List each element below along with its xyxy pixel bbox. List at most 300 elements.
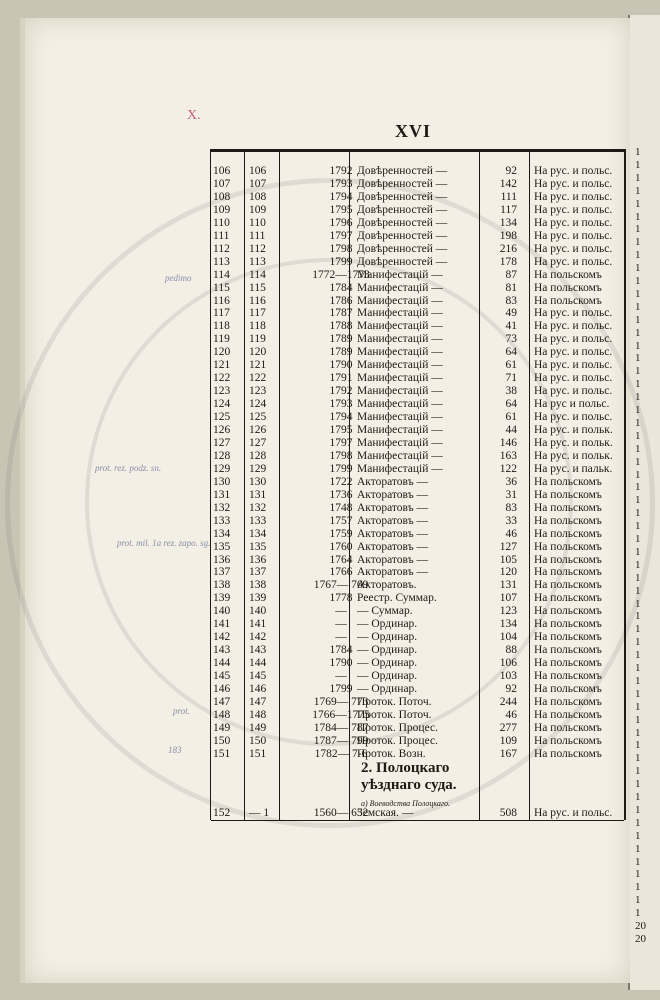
edge-number: 1	[635, 752, 641, 765]
cell-years: 1787— 799	[313, 734, 369, 747]
edge-number: 1	[635, 249, 641, 262]
cell-count: 87	[505, 268, 517, 281]
cell-language: На польскомъ	[534, 605, 602, 618]
cell-title: Акторатовъ —	[357, 501, 429, 514]
edge-number: 1	[635, 662, 641, 674]
cell-title: Акторатовъ —	[357, 553, 429, 566]
cell-number: 120	[213, 346, 231, 359]
cell-language: На польскомъ	[534, 501, 602, 514]
cell-count: 104	[499, 631, 517, 644]
table-row	[211, 165, 624, 178]
cell-years: 1757	[329, 514, 353, 527]
cell-title: Довѣренностей —	[357, 229, 448, 242]
cell-number-2: 107	[249, 177, 267, 190]
cell-years: 1799	[329, 462, 353, 475]
edge-number: 1	[635, 197, 641, 210]
margin-note: pedimo	[165, 273, 192, 283]
cell-number: 116	[213, 294, 230, 307]
edge-number: 1	[635, 404, 641, 416]
cell-years: 1794	[329, 190, 353, 203]
edge-number: 1	[635, 313, 641, 326]
edge-number: 1	[635, 507, 641, 520]
edge-number: 1	[635, 829, 641, 842]
table-row	[211, 476, 624, 489]
cell-title: — Ординар.	[357, 657, 418, 670]
cell-count: 122	[499, 462, 517, 475]
cell-count: 105	[499, 553, 517, 566]
cell-title: Довѣренностей —	[357, 216, 448, 229]
cell-language: На польскомъ	[534, 268, 602, 281]
cell-title: Манифестацій —	[357, 411, 443, 424]
cell-count: 216	[499, 242, 517, 255]
edge-number: 1	[635, 739, 641, 752]
cell-title: Довѣренностей —	[357, 190, 448, 203]
cell-count: 117	[500, 203, 517, 216]
cell-years: 1798	[329, 449, 353, 462]
edge-number: 1	[635, 416, 641, 429]
edge-number: 1	[635, 545, 641, 558]
cell-title: Манифестацій —	[357, 294, 443, 307]
cell-number: 141	[213, 618, 231, 631]
cell-language: На рус. и польс.	[534, 411, 613, 424]
cell-number: 142	[213, 631, 231, 644]
cell-number: 151	[213, 747, 231, 760]
cell-years: —	[335, 605, 347, 618]
cell-language: На польскомъ	[534, 644, 602, 657]
cell-number: 115	[213, 281, 230, 294]
document-page	[20, 18, 630, 983]
cell-number-2: 109	[249, 203, 267, 216]
edge-number: 1	[635, 481, 641, 494]
cell-language: На польскомъ	[534, 281, 602, 294]
cell-title: Манифестацій —	[357, 307, 443, 320]
edge-number: 1	[635, 520, 641, 533]
edge-number: 1	[635, 158, 641, 171]
cell-years: 1789	[329, 346, 353, 359]
edge-number: 1	[635, 623, 641, 636]
cell-count: 163	[499, 449, 517, 462]
table-row	[211, 644, 624, 657]
edge-number: 1	[635, 816, 641, 829]
margin-note: prot. mil. 1a rez. zapo. sg.	[117, 538, 211, 548]
cell-title: Манифестацій —	[357, 436, 443, 449]
cell-language: На польскомъ	[534, 475, 602, 488]
cell-title: — Ординар.	[357, 644, 418, 657]
edge-number: 1	[635, 533, 641, 545]
cell-years: 1722	[329, 475, 353, 488]
edge-number: 1	[635, 468, 641, 481]
cell-count: 277	[499, 721, 517, 734]
margin-note: prot.	[173, 706, 190, 716]
cell-number-2: 129	[249, 462, 267, 475]
cell-number-2: 126	[249, 424, 267, 436]
table-row	[211, 437, 624, 450]
cell-title: Манифестацій —	[357, 449, 443, 462]
cell-years: 1792	[329, 385, 353, 398]
cell-title: Акторатовъ —	[357, 540, 429, 553]
cell-years: 1797	[329, 436, 353, 449]
cell-count: 31	[505, 488, 517, 501]
margin-note: prot. rez. podz. sn.	[95, 463, 162, 473]
edge-number: 1	[635, 791, 641, 803]
table-row	[211, 670, 624, 683]
cell-count: 178	[499, 255, 517, 268]
cell-count: 44	[505, 424, 517, 436]
cell-number: 135	[213, 540, 231, 553]
table-row	[211, 566, 624, 579]
edge-number: 1	[635, 881, 641, 894]
cell-number: 133	[213, 514, 231, 527]
cell-title: — Ординар.	[357, 631, 418, 644]
cell-language: На рус. и польс.	[534, 229, 613, 242]
table-row	[211, 320, 624, 333]
cell-language: На польскомъ	[534, 721, 602, 734]
cell-count: 127	[499, 540, 517, 553]
cell-number: 152	[213, 807, 231, 819]
cell-title: Манифестацій —	[357, 359, 443, 372]
cell-years: 1769— 773	[313, 695, 369, 708]
cell-title: Акторатовъ —	[357, 527, 429, 540]
cell-number-2: 128	[249, 449, 267, 462]
cell-number-2: 136	[249, 553, 267, 566]
cell-language: На польскомъ	[534, 514, 602, 527]
cell-language: На рус. и польс.	[534, 255, 613, 268]
cell-language: На польскомъ	[534, 683, 602, 695]
cell-count: 92	[505, 165, 517, 177]
cell-title: Довѣренностей —	[357, 177, 448, 190]
cell-number: 146	[213, 683, 231, 695]
archive-table	[210, 149, 626, 820]
cell-language: На польскомъ	[534, 592, 602, 605]
cell-number-2: 120	[249, 346, 267, 359]
cell-number: 128	[213, 449, 231, 462]
cell-language: На рус. и польс.	[534, 359, 613, 372]
cell-years: 1760	[329, 540, 353, 553]
edge-number: 1	[635, 687, 641, 700]
cell-language: На польскомъ	[534, 695, 602, 708]
cell-language: На польскомъ	[534, 540, 602, 553]
cell-number: 139	[213, 592, 231, 605]
edge-number: 1	[635, 765, 641, 778]
cell-number-2: 135	[249, 540, 267, 553]
table-row	[211, 359, 624, 372]
cell-count: 146	[499, 436, 517, 449]
cell-years: 1772—1773	[312, 268, 370, 281]
table-row	[211, 618, 624, 631]
table-row	[211, 307, 624, 320]
table-row	[211, 372, 624, 385]
cell-number-2: 116	[249, 294, 266, 307]
cell-count: 73	[505, 333, 517, 346]
cell-number-2: 143	[249, 644, 267, 657]
cell-count: 83	[505, 294, 517, 307]
cell-title: Манифестацій —	[357, 385, 443, 398]
cell-years: 1790	[329, 359, 353, 372]
cell-number: 110	[213, 216, 230, 229]
cell-number-2: 106	[249, 165, 267, 177]
cell-title: Довѣренностей —	[357, 165, 448, 177]
cell-title: Манифестацій —	[357, 398, 443, 411]
cell-number: 136	[213, 553, 231, 566]
cell-years: —	[335, 670, 347, 683]
cell-language: На польскомъ	[534, 747, 602, 760]
cell-number-2: 117	[249, 307, 266, 320]
cell-number-2: 133	[249, 514, 267, 527]
cell-language: На польскомъ	[534, 527, 602, 540]
table-row	[211, 243, 624, 256]
cell-number-2: 131	[249, 488, 267, 501]
cell-number-2: 141	[249, 618, 267, 631]
cell-number-2: 113	[249, 255, 266, 268]
cell-number-2: 134	[249, 527, 267, 540]
cell-number-2: 108	[249, 190, 267, 203]
cell-years: 1788	[329, 320, 353, 333]
cell-years: —	[335, 618, 347, 631]
cell-years: 1736	[329, 488, 353, 501]
cell-years: 1767— 769	[313, 579, 369, 592]
cell-language: На рус. и польс.	[534, 807, 613, 819]
table-row	[211, 605, 624, 618]
table-bottom-rule	[211, 820, 624, 821]
table-row	[211, 541, 624, 554]
cell-title: Проток. Процес.	[357, 734, 438, 747]
table-row	[211, 398, 624, 411]
edge-number: 1	[635, 210, 641, 223]
edge-number: 1	[635, 352, 641, 365]
cell-language: На рус. и польс.	[534, 385, 613, 398]
cell-language: На рус. и польс.	[534, 177, 613, 190]
cell-number: 106	[213, 165, 231, 177]
cell-number: 123	[213, 385, 231, 398]
table-row	[211, 528, 624, 541]
cell-count: 46	[505, 527, 517, 540]
cell-count: 41	[505, 320, 517, 333]
cell-number-2: 147	[249, 695, 267, 708]
cell-title: — Ординар.	[357, 670, 418, 683]
cell-number: 148	[213, 708, 231, 721]
cell-number: 145	[213, 670, 231, 683]
cell-count: 46	[505, 708, 517, 721]
cell-number-2: 110	[249, 216, 266, 229]
edge-number: 1	[635, 378, 641, 391]
cell-number-2: 139	[249, 592, 267, 605]
cell-language: На рус. и польк.	[534, 449, 613, 462]
table-row	[211, 282, 624, 295]
cell-language: На рус. и польс.	[534, 242, 613, 255]
edge-number: 1	[635, 442, 641, 455]
cell-title: Реестр. Суммар.	[357, 592, 437, 605]
cell-number: 113	[213, 255, 230, 268]
cell-count: 134	[499, 216, 517, 229]
edge-number: 1	[635, 610, 641, 623]
cell-title: Проток. Поточ.	[357, 695, 432, 708]
cell-count: 61	[505, 411, 517, 424]
cell-count: 131	[499, 579, 517, 592]
cell-number-2: 118	[249, 320, 266, 333]
table-row	[211, 489, 624, 502]
table-row	[211, 709, 624, 722]
cell-number: 144	[213, 657, 231, 670]
cell-number: 118	[213, 320, 230, 333]
edge-number: 1	[635, 778, 641, 791]
cell-count: 167	[499, 747, 517, 760]
cell-count: 64	[505, 398, 517, 411]
edge-number: 1	[635, 391, 641, 404]
table-row	[211, 204, 624, 217]
table-row	[211, 515, 624, 528]
table-row	[211, 657, 624, 670]
table-row	[211, 385, 624, 398]
table-row	[211, 592, 624, 605]
cell-number: 140	[213, 605, 231, 618]
cell-title: Довѣренностей —	[357, 255, 448, 268]
table-row	[211, 722, 624, 735]
table-row	[211, 295, 624, 308]
cell-number: 108	[213, 190, 231, 203]
cell-language: На польскомъ	[534, 566, 602, 579]
cell-years: 1792	[329, 165, 353, 177]
cell-title: Акторатовъ —	[357, 475, 429, 488]
cell-years: 1764	[329, 553, 353, 566]
edge-number: 1	[635, 339, 641, 352]
cell-language: На польскомъ	[534, 294, 602, 307]
cell-count: 142	[499, 177, 517, 190]
cell-number: 122	[213, 372, 231, 385]
cell-language: На рус. и польс.	[534, 307, 613, 320]
cell-language: На рус. и польс.	[534, 333, 613, 346]
cell-number-2: 112	[249, 242, 266, 255]
cell-count: 64	[505, 346, 517, 359]
cell-number: 147	[213, 695, 231, 708]
cell-years: 1784	[329, 281, 353, 294]
cell-language: На рус. и польк.	[534, 424, 613, 436]
cell-years: 1766	[329, 566, 353, 579]
cell-title: Проток. Поточ.	[357, 708, 432, 721]
section-subtitle: а) Воеводства Полоцкаго.	[361, 799, 450, 808]
cell-title: Манифестацій —	[357, 320, 443, 333]
cell-count: 198	[499, 229, 517, 242]
table-row	[211, 217, 624, 230]
cell-number: 143	[213, 644, 231, 657]
cell-language: На рус. и польс.	[534, 216, 613, 229]
cell-years: 1793	[329, 177, 353, 190]
cell-number: 127	[213, 436, 231, 449]
cell-years: 1759	[329, 527, 353, 540]
edge-number: 1	[635, 842, 641, 855]
cell-title: Манифестацій —	[357, 424, 443, 436]
edge-number: 1	[635, 300, 641, 313]
edge-number: 1	[635, 636, 641, 649]
cell-count: 120	[499, 566, 517, 579]
cell-number-2: 125	[249, 411, 267, 424]
cell-number-2: 137	[249, 566, 267, 579]
cell-number: 137	[213, 566, 231, 579]
cell-language: На польскомъ	[534, 734, 602, 747]
cell-years: 1784— 787	[313, 721, 369, 734]
page-number: XVI	[395, 121, 432, 141]
cell-language: На рус. и польс.	[534, 346, 613, 359]
table-row	[211, 269, 624, 282]
cell-count: 49	[505, 307, 517, 320]
cell-number: 121	[213, 359, 231, 372]
cell-count: 107	[499, 592, 517, 605]
cell-years: 1799	[329, 255, 353, 268]
cell-title: Акторатовъ —	[357, 488, 429, 501]
cell-number: 138	[213, 579, 231, 592]
cell-language: На польскомъ	[534, 708, 602, 721]
cell-language: На рус. и польк.	[534, 436, 613, 449]
cell-number-2: 144	[249, 657, 267, 670]
table-row	[211, 696, 624, 709]
table-row	[211, 463, 624, 476]
cell-language: На польскомъ	[534, 670, 602, 683]
section-title: 2. Полоцкаго	[361, 760, 450, 776]
cell-number-2: 148	[249, 708, 267, 721]
table-row	[211, 502, 624, 515]
cell-language: На рус. и польс.	[534, 320, 613, 333]
cell-number-2: 121	[249, 359, 267, 372]
cell-years: 1794	[329, 411, 353, 424]
cell-number-2: 114	[249, 268, 266, 281]
cell-title: Земская. —	[357, 807, 414, 819]
cell-number-2: 138	[249, 579, 267, 592]
cell-language: На польскомъ	[534, 631, 602, 644]
cell-number-2: 142	[249, 631, 267, 644]
edge-number: 1	[635, 558, 641, 571]
cell-number: 124	[213, 398, 231, 411]
cell-number: 126	[213, 424, 231, 436]
cell-number: 150	[213, 734, 231, 747]
edge-number: 20	[635, 932, 646, 945]
cell-number-2: 122	[249, 372, 267, 385]
edge-number: 1	[635, 455, 641, 468]
cell-number-2: 151	[249, 747, 267, 760]
cell-count: 103	[499, 670, 517, 683]
table-row	[211, 631, 624, 644]
cell-count: 71	[505, 372, 517, 385]
edge-number: 1	[635, 803, 641, 816]
cell-number: 111	[213, 229, 230, 242]
table-row	[211, 333, 624, 346]
edge-number: 1	[635, 184, 641, 197]
cell-language: На рус. и польс.	[534, 203, 613, 216]
edge-number: 1	[635, 855, 641, 868]
cell-title: Манифестацій —	[357, 462, 443, 475]
edge-number: 20	[635, 920, 646, 932]
table-row	[211, 735, 624, 748]
cell-count: 111	[500, 190, 517, 203]
cell-title: Довѣренностей —	[357, 242, 448, 255]
edge-number: 1	[635, 868, 641, 881]
cell-count: 244	[499, 695, 517, 708]
cell-language: На польскомъ	[534, 553, 602, 566]
cell-count: 61	[505, 359, 517, 372]
cell-number: 112	[213, 242, 230, 255]
cell-count: 81	[505, 281, 517, 294]
cell-number-2: 119	[249, 333, 266, 346]
cell-count: 83	[505, 501, 517, 514]
edge-number: 1	[635, 571, 641, 584]
cell-years: 1748	[329, 501, 353, 514]
edge-number: 1	[635, 726, 641, 739]
table-row	[211, 411, 624, 424]
cell-years: —	[335, 631, 347, 644]
table-row	[211, 450, 624, 463]
cell-years: 1789	[329, 333, 353, 346]
cell-number: 114	[213, 268, 230, 281]
cell-count: 36	[505, 475, 517, 488]
edge-number: 1	[635, 674, 641, 687]
